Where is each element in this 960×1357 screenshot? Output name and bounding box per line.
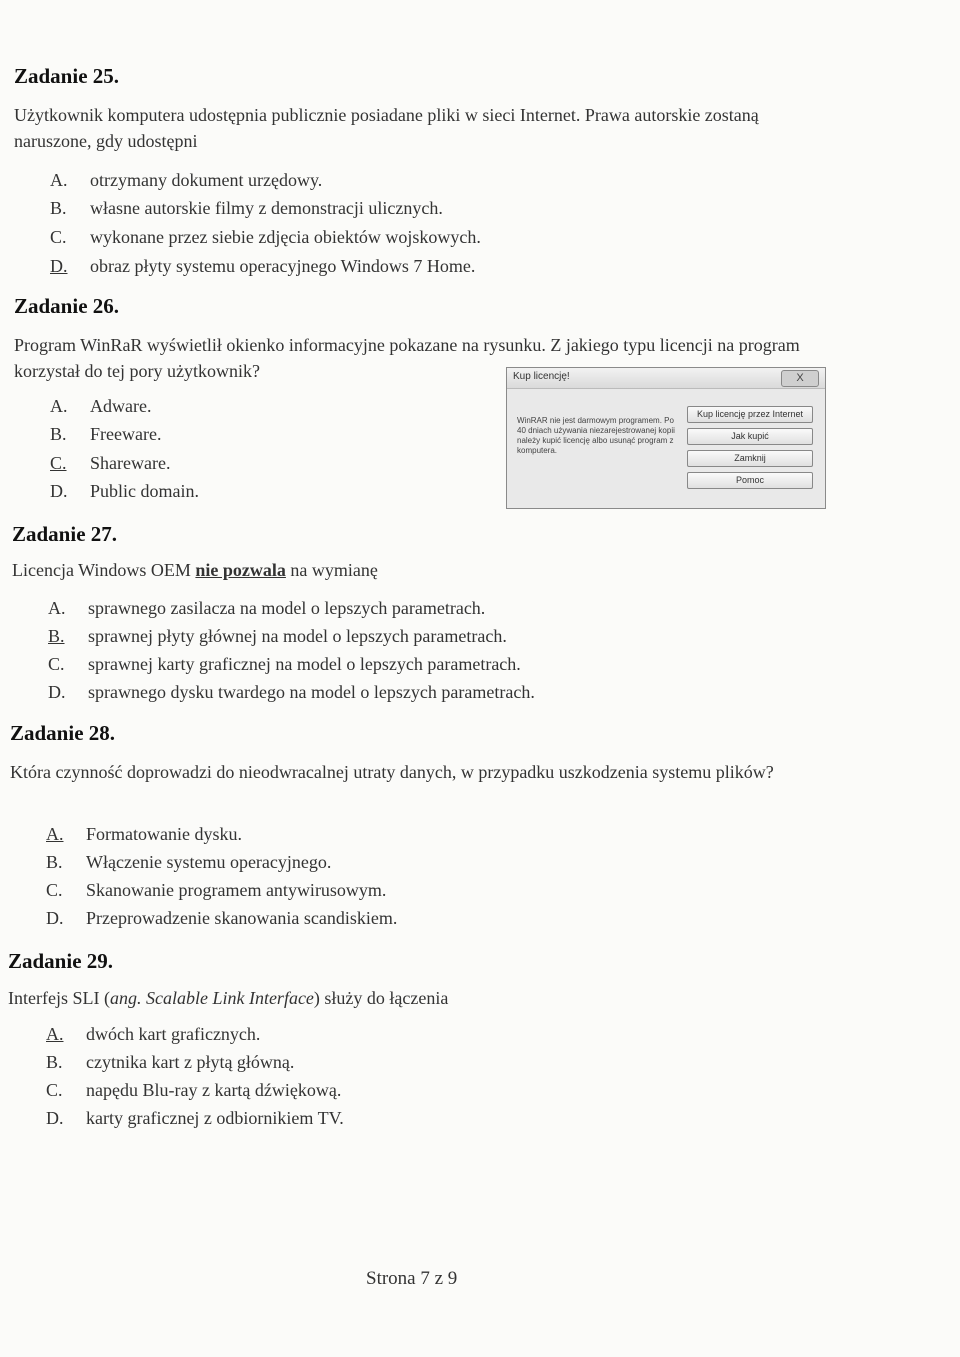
task-29-option-c: C. napędu Blu-ray z kartą dźwiękową. — [46, 1080, 342, 1100]
dialog-close-button[interactable]: X — [781, 370, 819, 387]
task-29-option-b: B. czytnika kart z płytą główną. — [46, 1052, 295, 1072]
task-25-option-c: C. wykonane przez siebie zdjęcia obiektów wojskowych. — [50, 227, 481, 247]
task-27-option-d: D. sprawnego dysku twardego na model o lepszych parametrach. — [48, 682, 535, 702]
task-28-option-a: A. Formatowanie dysku. — [46, 824, 242, 844]
task-26-option-b: B. Freeware. — [50, 424, 162, 444]
dialog-title: Kup licencję! — [513, 371, 570, 382]
task-25-question: Użytkownik komputera udostępnia publicznie posiadane pliki w sieci Internet. Prawa autorskie zostaną naruszone, gdy udostępni — [14, 105, 759, 151]
task-26-question: Program WinRaR wyświetlił okienko informacyjne pokazane na rysunku. Z jakiego typu licencji na program korzystał do tej pory użytkownik? — [14, 335, 800, 381]
task-28-option-c: C. Skanowanie programem antywirusowym. — [46, 880, 387, 900]
how-to-buy-button[interactable]: Jak kupić — [687, 428, 813, 445]
task-26-option-c: C. Shareware. — [50, 453, 171, 473]
close-button[interactable]: Zamknij — [687, 450, 813, 467]
task-27-question: Licencja Windows OEM nie pozwala na wymianę — [12, 560, 378, 580]
task-26-option-a: A. Adware. — [50, 396, 152, 416]
task-25-option-a: A. otrzymany dokument urzędowy. — [50, 170, 323, 190]
task-29-option-d: D. karty graficznej z odbiornikiem TV. — [46, 1108, 344, 1128]
help-button[interactable]: Pomoc — [687, 472, 813, 489]
dialog-titlebar — [507, 368, 825, 389]
winrar-license-dialog — [506, 367, 826, 509]
dialog-message: WinRAR nie jest darmowym programem. Po 40 dniach używania niezarejestrowanej kopii należy kupić licencję albo usunąć program z komputera. — [517, 416, 675, 455]
task-25-title: Zadanie 25. — [14, 64, 120, 88]
task-27-emphasis: nie pozwala — [195, 560, 286, 580]
task-29-title: Zadanie 29. — [8, 949, 114, 973]
task-28-option-b: B. Włączenie systemu operacyjnego. — [46, 852, 332, 872]
task-26-title: Zadanie 26. — [14, 294, 120, 318]
task-29-emphasis: ang. Scalable Link Interface — [109, 988, 314, 1008]
task-27-option-a: A. sprawnego zasilacza na model o lepszych parametrach. — [48, 598, 486, 618]
task-26-option-d: D. Public domain. — [50, 481, 199, 501]
buy-online-button[interactable]: Kup licencję przez Internet — [687, 406, 813, 423]
task-28-title: Zadanie 28. — [10, 721, 116, 745]
page-number: Strona 7 z 9 — [366, 1268, 458, 1289]
task-28-question: Która czynność doprowadzi do nieodwracalnej utraty danych, w przypadku uszkodzenia systemu plików? — [10, 762, 774, 782]
task-25-option-b: B. własne autorskie filmy z demonstracji ulicznych. — [50, 198, 443, 218]
task-27-title: Zadanie 27. — [12, 522, 118, 546]
task-29-option-a: A. dwóch kart graficznych. — [46, 1024, 261, 1044]
task-25-option-d: D. obraz płyty systemu operacyjnego Windows 7 Home. — [50, 256, 476, 276]
task-27-option-b: B. sprawnej płyty głównej na model o lepszych parametrach. — [48, 626, 507, 646]
task-27-option-c: C. sprawnej karty graficznej na model o lepszych parametrach. — [48, 654, 521, 674]
task-29-question: Interfejs SLI (ang. Scalable Link Interface) służy do łączenia — [8, 988, 449, 1008]
task-28-option-d: D. Przeprowadzenie skanowania scandiskiem. — [46, 908, 398, 928]
